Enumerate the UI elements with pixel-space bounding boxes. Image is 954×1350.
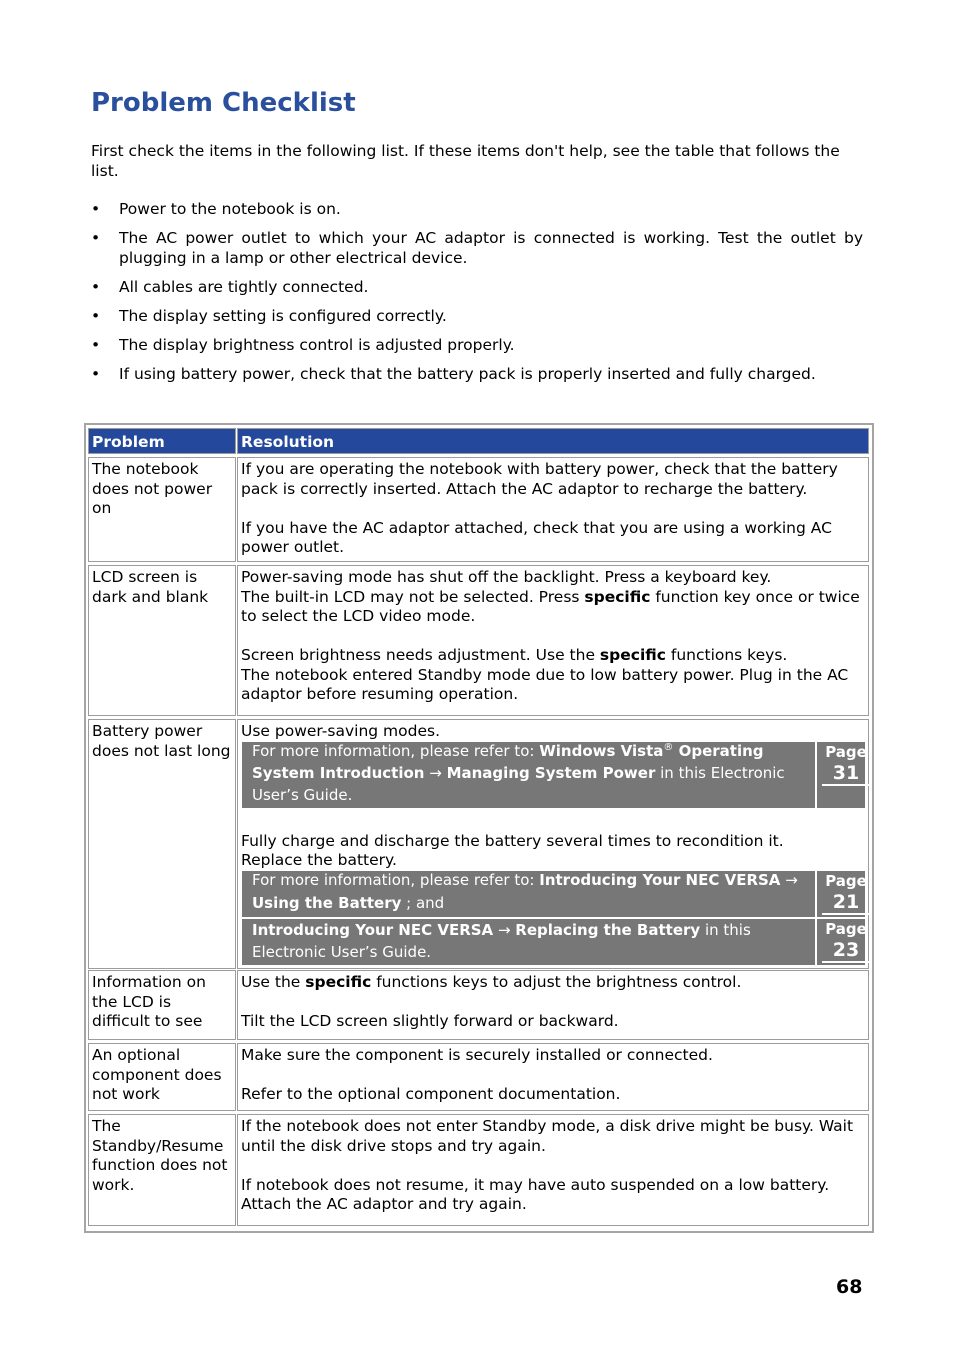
page-reference-link[interactable]: Page 31 [815,742,875,808]
resolution-text: The built-in LCD may not be selected. Press specific function key once or twice to select the LCD video mode. [241,587,860,625]
problem-text: LCD screen is dark and blank [92,568,209,606]
reference-box [242,871,865,917]
resolution-text: The notebook entered Standby mode due to low battery power. Plug in the AC adaptor before resuming operation. [241,665,849,703]
intro-paragraph: First check the items in the following list. If these items don't help, see the table that follows the list. [91,142,840,180]
resolution-text: If notebook does not resume, it may have auto suspended on a low battery. Attach the AC adaptor and try again. [241,1175,830,1213]
resolution-text: Use the specific functions keys to adjust the brightness control. [241,973,742,991]
resolution-text: Replace the battery. [241,851,397,869]
page-reference-link[interactable]: Page 21 [815,871,875,917]
page-title: Problem Checklist [91,88,356,118]
reference-box [242,919,865,965]
problem-text: Information on the LCD is difficult to see [92,973,206,1030]
resolution-text: If you are operating the notebook with battery power, check that the battery pack is correctly inserted. Attach the AC adaptor to recharge the battery. [241,460,838,498]
resolution-text: If you have the AC adaptor attached, check that you are using a working AC power outlet. [241,518,832,556]
table-row-problem [88,719,236,969]
page-number: 68 [836,1276,863,1298]
page-reference-link[interactable]: Page 23 [815,919,875,965]
resolution-text: Make sure the component is securely installed or connected. [241,1046,713,1064]
resolution-text: Screen brightness needs adjustment. Use the specific functions keys. [241,646,788,664]
table-row-resolution [237,565,869,716]
resolution-text: Use power-saving modes. [241,722,440,740]
list-item: • The display setting is configured correctly. [91,307,863,327]
table-row-problem [88,565,236,716]
list-item: • The display brightness control is adjusted properly. [91,336,863,356]
table-row-problem [88,970,236,1040]
resolution-text: Refer to the optional component documentation. [241,1085,621,1103]
list-item: • If using battery power, check that the battery pack is properly inserted and fully charged. [91,365,863,385]
problem-text: The notebook does not power on [92,460,213,517]
table-row-problem [88,1043,236,1111]
resolution-text: Power-saving mode has shut off the backlight. Press a keyboard key. [241,568,772,586]
checklist-bullets [91,200,863,394]
resolution-text: Tilt the LCD screen slightly forward or backward. [241,1012,619,1030]
table-row-resolution [237,1114,869,1226]
problem-text: Battery power does not last long [92,722,231,760]
list-item: • Power to the notebook is on. [91,200,863,220]
list-item: • The AC power outlet to which your AC adaptor is connected is working. Test the outlet by plugging in a lamp or other electrical device. [91,229,863,268]
table-row-problem [88,457,236,562]
header-resolution: Resolution [237,428,869,454]
table-row-resolution [237,457,869,562]
table-row-resolution [237,1043,869,1111]
problem-text: The Standby/Resume function does not work. [92,1117,228,1194]
resolution-text: Fully charge and discharge the battery several times to recondition it. [241,831,784,850]
reference-text: Introducing Your NEC VERSA → Replacing the Battery in this Electronic User’s Guide. [252,920,751,961]
table-row-resolution [237,970,869,1040]
header-problem: Problem [88,428,236,454]
reference-box [242,742,865,808]
reference-text: For more information, please refer to: Windows Vista® Operating System Introduction → Managing System Power in this Electronic User’s Guide. [252,741,785,804]
problem-resolution-table [84,423,874,1233]
reference-text: For more information, please refer to: Introducing Your NEC VERSA → Using the Battery ; and [252,870,798,912]
table-row-problem [88,1114,236,1226]
problem-text: An optional component does not work [92,1046,222,1103]
resolution-text: If the notebook does not enter Standby mode, a disk drive might be busy. Wait until the disk drive stops and try again. [241,1117,854,1155]
table-row-resolution [237,719,869,969]
list-item: • All cables are tightly connected. [91,278,863,298]
